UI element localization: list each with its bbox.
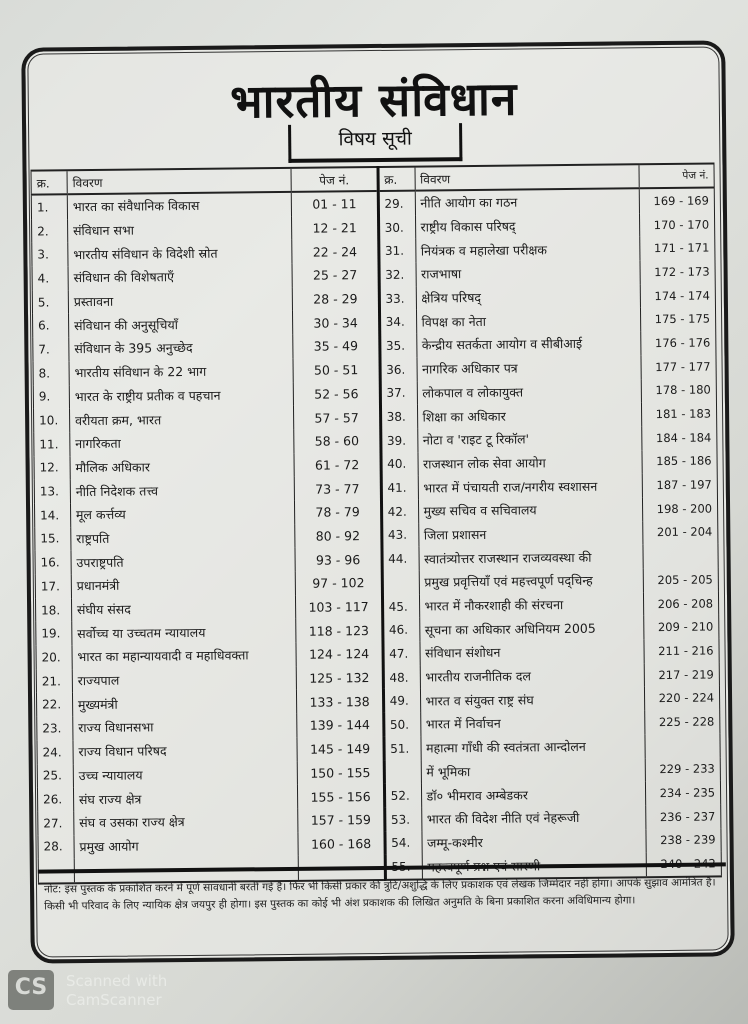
toc-num-left: 23.	[37, 716, 73, 740]
toc-num-left: 1.	[31, 194, 67, 219]
toc-page-right	[643, 544, 718, 568]
toc-page	[21, 40, 735, 963]
toc-num-right: 33.	[379, 286, 416, 310]
toc-desc-right: विपक्ष का नेता	[416, 308, 641, 334]
toc-desc-right: भारत में नौकरशाही की संरचना	[419, 592, 644, 618]
toc-num-right: 43.	[381, 523, 418, 547]
toc-num-right: 39.	[380, 428, 417, 452]
toc-num-right: 54.	[385, 831, 422, 855]
toc-page-left: 58 - 60	[294, 429, 380, 454]
toc-num-left: 14.	[34, 503, 70, 527]
toc-num-left: 24.	[37, 740, 73, 764]
toc-desc-right: केन्द्रीय सतर्कता आयोग व सीबीआई	[416, 331, 641, 357]
toc-num-right: 32.	[379, 263, 416, 287]
toc-page-left: 28 - 29	[293, 287, 379, 312]
toc-num-right: 40.	[381, 452, 418, 476]
toc-page-left: 139 - 144	[297, 713, 383, 738]
toc-desc-left: संघीय संसद	[71, 596, 296, 622]
watermark-line-2: CamScanner	[66, 991, 162, 1009]
toc-num-right: 44.	[382, 547, 419, 571]
toc-num-right	[382, 571, 419, 595]
toc-page-right: 176 - 176	[641, 331, 716, 355]
toc-page-left: 160 - 168	[298, 832, 384, 857]
toc-page-left: 133 - 138	[297, 689, 383, 714]
toc-page-right: 177 - 177	[641, 354, 716, 378]
header-desc-right: विवरण	[415, 164, 640, 190]
toc-page-right: 209 - 210	[644, 615, 719, 639]
toc-desc-right: नीति आयोग का गठन	[415, 188, 640, 215]
toc-page-right: 217 - 219	[644, 662, 719, 686]
toc-num-right: 30.	[378, 215, 415, 239]
toc-desc-left: भारत के राष्ट्रीय प्रतीक व पहचान	[69, 382, 294, 408]
toc-page-left: 22 - 24	[292, 239, 378, 264]
toc-page-right: 181 - 183	[642, 402, 717, 426]
toc-page-right: 201 - 204	[643, 520, 718, 544]
toc-page-right: 205 - 205	[643, 567, 718, 591]
toc-desc-left: राज्य विधान परिषद	[73, 738, 298, 764]
toc-num-right: 53.	[384, 807, 421, 831]
toc-desc-right: में भूमिका	[421, 758, 646, 784]
toc-num-right: 35.	[379, 334, 416, 358]
toc-page-left: 124 - 124	[296, 642, 382, 667]
toc-num-left: 3.	[32, 243, 68, 267]
toc-page-left: 01 - 11	[292, 191, 378, 217]
publisher-note: नोट: इस पुस्तक के प्रकाशित करने में पूर्ण सावधानी बरती गई है। फिर भी किसी प्रकार की त्रुटि/अशुद्धि के लिए प्रकाशक एवं लेखक जिम्मेदार नहीं होगा। आपके सुझाव आमंत्रित है। किसी भी परिवाद के लिए न्यायिक क्षेत्र जयपुर ही होगा। इस पुस्तक का कोई भी अंश प्रकाशक की लिखित अनुमति के बिना प्रकाशित करना अविधिमान्य होगा।	[38, 862, 727, 923]
toc-num-right: 42.	[381, 500, 418, 524]
toc-desc-left: भारतीय संविधान के विदेशी स्रोत	[68, 240, 293, 266]
toc-desc-left: संघ व उसका राज्य क्षेत्र	[74, 809, 299, 835]
toc-desc-left: उच्च न्यायालय	[73, 761, 298, 787]
toc-num-right: 29.	[378, 191, 415, 216]
toc-desc-left: नागरिकता	[70, 430, 295, 456]
toc-num-left: 6.	[33, 314, 69, 338]
toc-num-left: 15.	[35, 527, 71, 551]
toc-desc-right: भारत में पंचायती राज/नगरीय स्वशासन	[418, 473, 643, 499]
toc-num-right: 50.	[383, 713, 420, 737]
toc-num-left: 8.	[33, 361, 69, 385]
toc-num-right: 55.	[385, 855, 422, 880]
toc-desc-right: प्रमुख प्रवृत्तियाँ एवं महत्त्वपूर्ण पद्चिन्ह	[419, 568, 644, 594]
toc-page-left: 30 - 34	[293, 310, 379, 335]
toc-num-right: 46.	[382, 618, 419, 642]
toc-page-right: 206 - 208	[644, 591, 719, 615]
toc-desc-right: राजस्थान लोक सेवा आयोग	[417, 450, 642, 476]
toc-num-left: 21.	[36, 669, 72, 693]
toc-num-left: 27.	[38, 811, 74, 835]
toc-page-left: 150 - 155	[298, 760, 384, 785]
toc-page-right: 236 - 237	[646, 804, 721, 828]
toc-desc-right: स्वातंत्र्योत्तर राजस्थान राजव्यवस्था की	[418, 545, 643, 571]
toc-num-left: 9.	[33, 385, 69, 409]
toc-page-right: 229 - 233	[645, 757, 720, 781]
camscanner-watermark	[66, 972, 167, 1010]
toc-page-right: 172 - 173	[640, 260, 715, 284]
contents-table	[31, 162, 722, 884]
toc-desc-right: शिक्षा का अधिकार	[417, 402, 642, 428]
toc-num-left: 20.	[36, 645, 72, 669]
toc-page-left: 57 - 57	[294, 405, 380, 430]
toc-desc-left: प्रधानमंत्री	[71, 572, 296, 598]
toc-num-right: 49.	[383, 689, 420, 713]
toc-page-right: 174 - 174	[640, 283, 715, 307]
toc-page-right: 175 - 175	[641, 307, 716, 331]
toc-desc-right: डॉ० भीमराव अम्बेडकर	[421, 781, 646, 807]
toc-desc-left: राज्य विधानसभा	[73, 714, 298, 740]
toc-num-left: 19.	[36, 622, 72, 646]
toc-desc-right: भारतीय राजनीतिक दल	[420, 663, 645, 689]
toc-num-left: 26.	[37, 787, 73, 811]
toc-page-left: 35 - 49	[293, 334, 379, 359]
toc-num-right: 31.	[378, 239, 415, 263]
toc-page-left: 50 - 51	[293, 358, 379, 383]
toc-desc-right: महत्त्वपूर्ण प्रश्न एवं सारणी	[422, 852, 647, 879]
toc-desc-right: सूचना का अधिकार अधिनियम 2005	[419, 616, 644, 642]
toc-num-left: 18.	[35, 598, 71, 622]
toc-desc-left: सर्वोच्च या उच्चतम न्यायालय	[72, 619, 297, 645]
toc-page-right: 184 - 184	[642, 425, 717, 449]
toc-num-right: 41.	[381, 476, 418, 500]
toc-page-left: 155 - 156	[298, 784, 384, 809]
toc-desc-right: भारत में निर्वाचन	[420, 710, 645, 736]
toc-desc-right: महात्मा गाँधी की स्वतंत्रता आन्दोलन	[420, 734, 645, 760]
toc-num-left: 22.	[36, 693, 72, 717]
toc-num-right: 38.	[380, 405, 417, 429]
toc-desc-right: लोकपाल व लोकायुक्त	[417, 379, 642, 405]
toc-page-right: 185 - 186	[642, 449, 717, 473]
toc-desc-right: मुख्य सचिव व सचिवालय	[418, 497, 643, 523]
toc-page-right: 240 - 242	[646, 852, 721, 877]
toc-page-left: 12 - 21	[292, 216, 378, 241]
toc-desc-right: जिला प्रशासन	[418, 521, 643, 547]
toc-num-left: 7.	[33, 337, 69, 361]
toc-page-left: 118 - 123	[296, 618, 382, 643]
toc-desc-left: मुख्यमंत्री	[72, 690, 297, 716]
toc-num-left: 2.	[32, 219, 68, 243]
toc-num-right: 36.	[380, 357, 417, 381]
toc-desc-right: जम्मू-कश्मीर	[421, 829, 646, 855]
toc-num-right: 45.	[382, 594, 419, 618]
toc-num-right: 52.	[384, 784, 421, 808]
header-desc-left: विवरण	[67, 168, 292, 194]
toc-desc-left: संविधान सभा	[67, 217, 292, 243]
toc-page-right: 234 - 235	[646, 781, 721, 805]
toc-desc-left: उपराष्ट्रपति	[71, 548, 296, 574]
toc-num-right	[384, 760, 421, 784]
toc-page-left: 145 - 149	[297, 737, 383, 762]
toc-num-right: 51.	[384, 736, 421, 760]
toc-desc-left: भारत का महान्यायवादी व महाधिवक्ता	[72, 643, 297, 669]
toc-page-right: 225 - 228	[645, 710, 720, 734]
toc-page-right: 211 - 216	[644, 638, 719, 662]
toc-page-left: 157 - 159	[298, 808, 384, 833]
toc-num-left: 5.	[32, 290, 68, 314]
toc-num-left: 16.	[35, 551, 71, 575]
toc-desc-right: नागरिक अधिकार पत्र	[417, 355, 642, 381]
toc-num-left: 28.	[38, 835, 74, 859]
subtitle: विषय सूची	[288, 123, 462, 163]
toc-desc-left: संविधान की विशेषताएँ	[68, 264, 293, 290]
toc-desc-left: भारतीय संविधान के 22 भाग	[69, 359, 294, 385]
toc-num-right: 47.	[383, 642, 420, 666]
toc-num-left: 25.	[37, 764, 73, 788]
toc-desc-right: राजभाषा	[416, 260, 641, 286]
toc-page-left: 78 - 79	[295, 500, 381, 525]
toc-desc-left: संविधान के 395 अनुच्छेद	[69, 335, 294, 361]
toc-page-left: 93 - 96	[295, 547, 381, 572]
toc-desc-right: नियंत्रक व महालेखा परीक्षक	[415, 237, 640, 263]
header-page-right: पेज नं.	[639, 163, 714, 188]
toc-num-right: 34.	[379, 310, 416, 334]
toc-desc-left: वरीयता क्रम, भारत	[69, 406, 294, 432]
toc-desc-left: मूल कर्त्तव्य	[70, 501, 295, 527]
toc-desc-right: संविधान संशोधन	[419, 639, 644, 665]
toc-num-left: 12.	[34, 456, 70, 480]
toc-desc-left: भारत का संवैधानिक विकास	[67, 192, 292, 219]
page-title: भारतीय संविधान	[229, 71, 518, 129]
header-num-left: क्र.	[31, 170, 67, 194]
toc-desc-left: नीति निदेशक तत्त्व	[70, 477, 295, 503]
toc-page-right: 238 - 239	[646, 828, 721, 852]
toc-desc-left: मौलिक अधिकार	[70, 453, 295, 479]
toc-num-left: 17.	[35, 574, 71, 598]
toc-page-left: 97 - 102	[296, 571, 382, 596]
toc-desc-left: प्रमुख आयोग	[74, 832, 299, 858]
toc-page-left: 73 - 77	[295, 476, 381, 501]
toc-desc-left: संविधान की अनुसूचियाँ	[68, 311, 293, 337]
toc-desc-left: प्रस्तावना	[68, 288, 293, 314]
watermark-line-1: Scanned with	[66, 972, 168, 990]
toc-desc-right: भारत व संयुक्त राष्ट्र संघ	[420, 687, 645, 713]
toc-page-right: 169 - 169	[639, 187, 714, 212]
toc-page-left: 52 - 56	[294, 381, 380, 406]
toc-page-right: 170 - 170	[640, 212, 715, 236]
toc-page-left: 80 - 92	[295, 524, 381, 549]
toc-page-right: 220 - 224	[645, 686, 720, 710]
camscanner-logo-icon: CS	[8, 970, 54, 1010]
toc-page-right: 198 - 200	[643, 496, 718, 520]
toc-page-left: 25 - 27	[292, 263, 378, 288]
toc-desc-right: क्षेत्रिय परिषद्	[416, 284, 641, 310]
toc-desc-left: राष्ट्रपति	[71, 524, 296, 550]
toc-num-left: 4.	[32, 266, 68, 290]
toc-num-left: 10.	[34, 408, 70, 432]
toc-page-left: 103 - 117	[296, 595, 382, 620]
toc-page-right: 178 - 180	[641, 378, 716, 402]
toc-page-left: 125 - 132	[297, 666, 383, 691]
toc-num-right: 37.	[380, 381, 417, 405]
table-body	[31, 187, 721, 883]
toc-desc-left: संघ राज्य क्षेत्र	[73, 785, 298, 811]
toc-num-left: 13.	[34, 479, 70, 503]
toc-page-right: 171 - 171	[640, 236, 715, 260]
header-num-right: क्र.	[378, 167, 415, 191]
toc-desc-left: राज्यपाल	[72, 667, 297, 693]
toc-page-left: 61 - 72	[294, 453, 380, 478]
toc-desc-right: राष्ट्रीय विकास परिषद्	[415, 213, 640, 239]
toc-page-right	[645, 733, 720, 757]
toc-num-right: 48.	[383, 665, 420, 689]
toc-desc-right: नोटा व 'राइट टू रिकॉल'	[417, 426, 642, 452]
toc-page-right: 187 - 197	[642, 473, 717, 497]
toc-desc-right: भारत की विदेश नीति एवं नेहरूजी	[421, 805, 646, 831]
toc-num-left: 11.	[34, 432, 70, 456]
header-page-left: पेज नं.	[291, 167, 377, 192]
